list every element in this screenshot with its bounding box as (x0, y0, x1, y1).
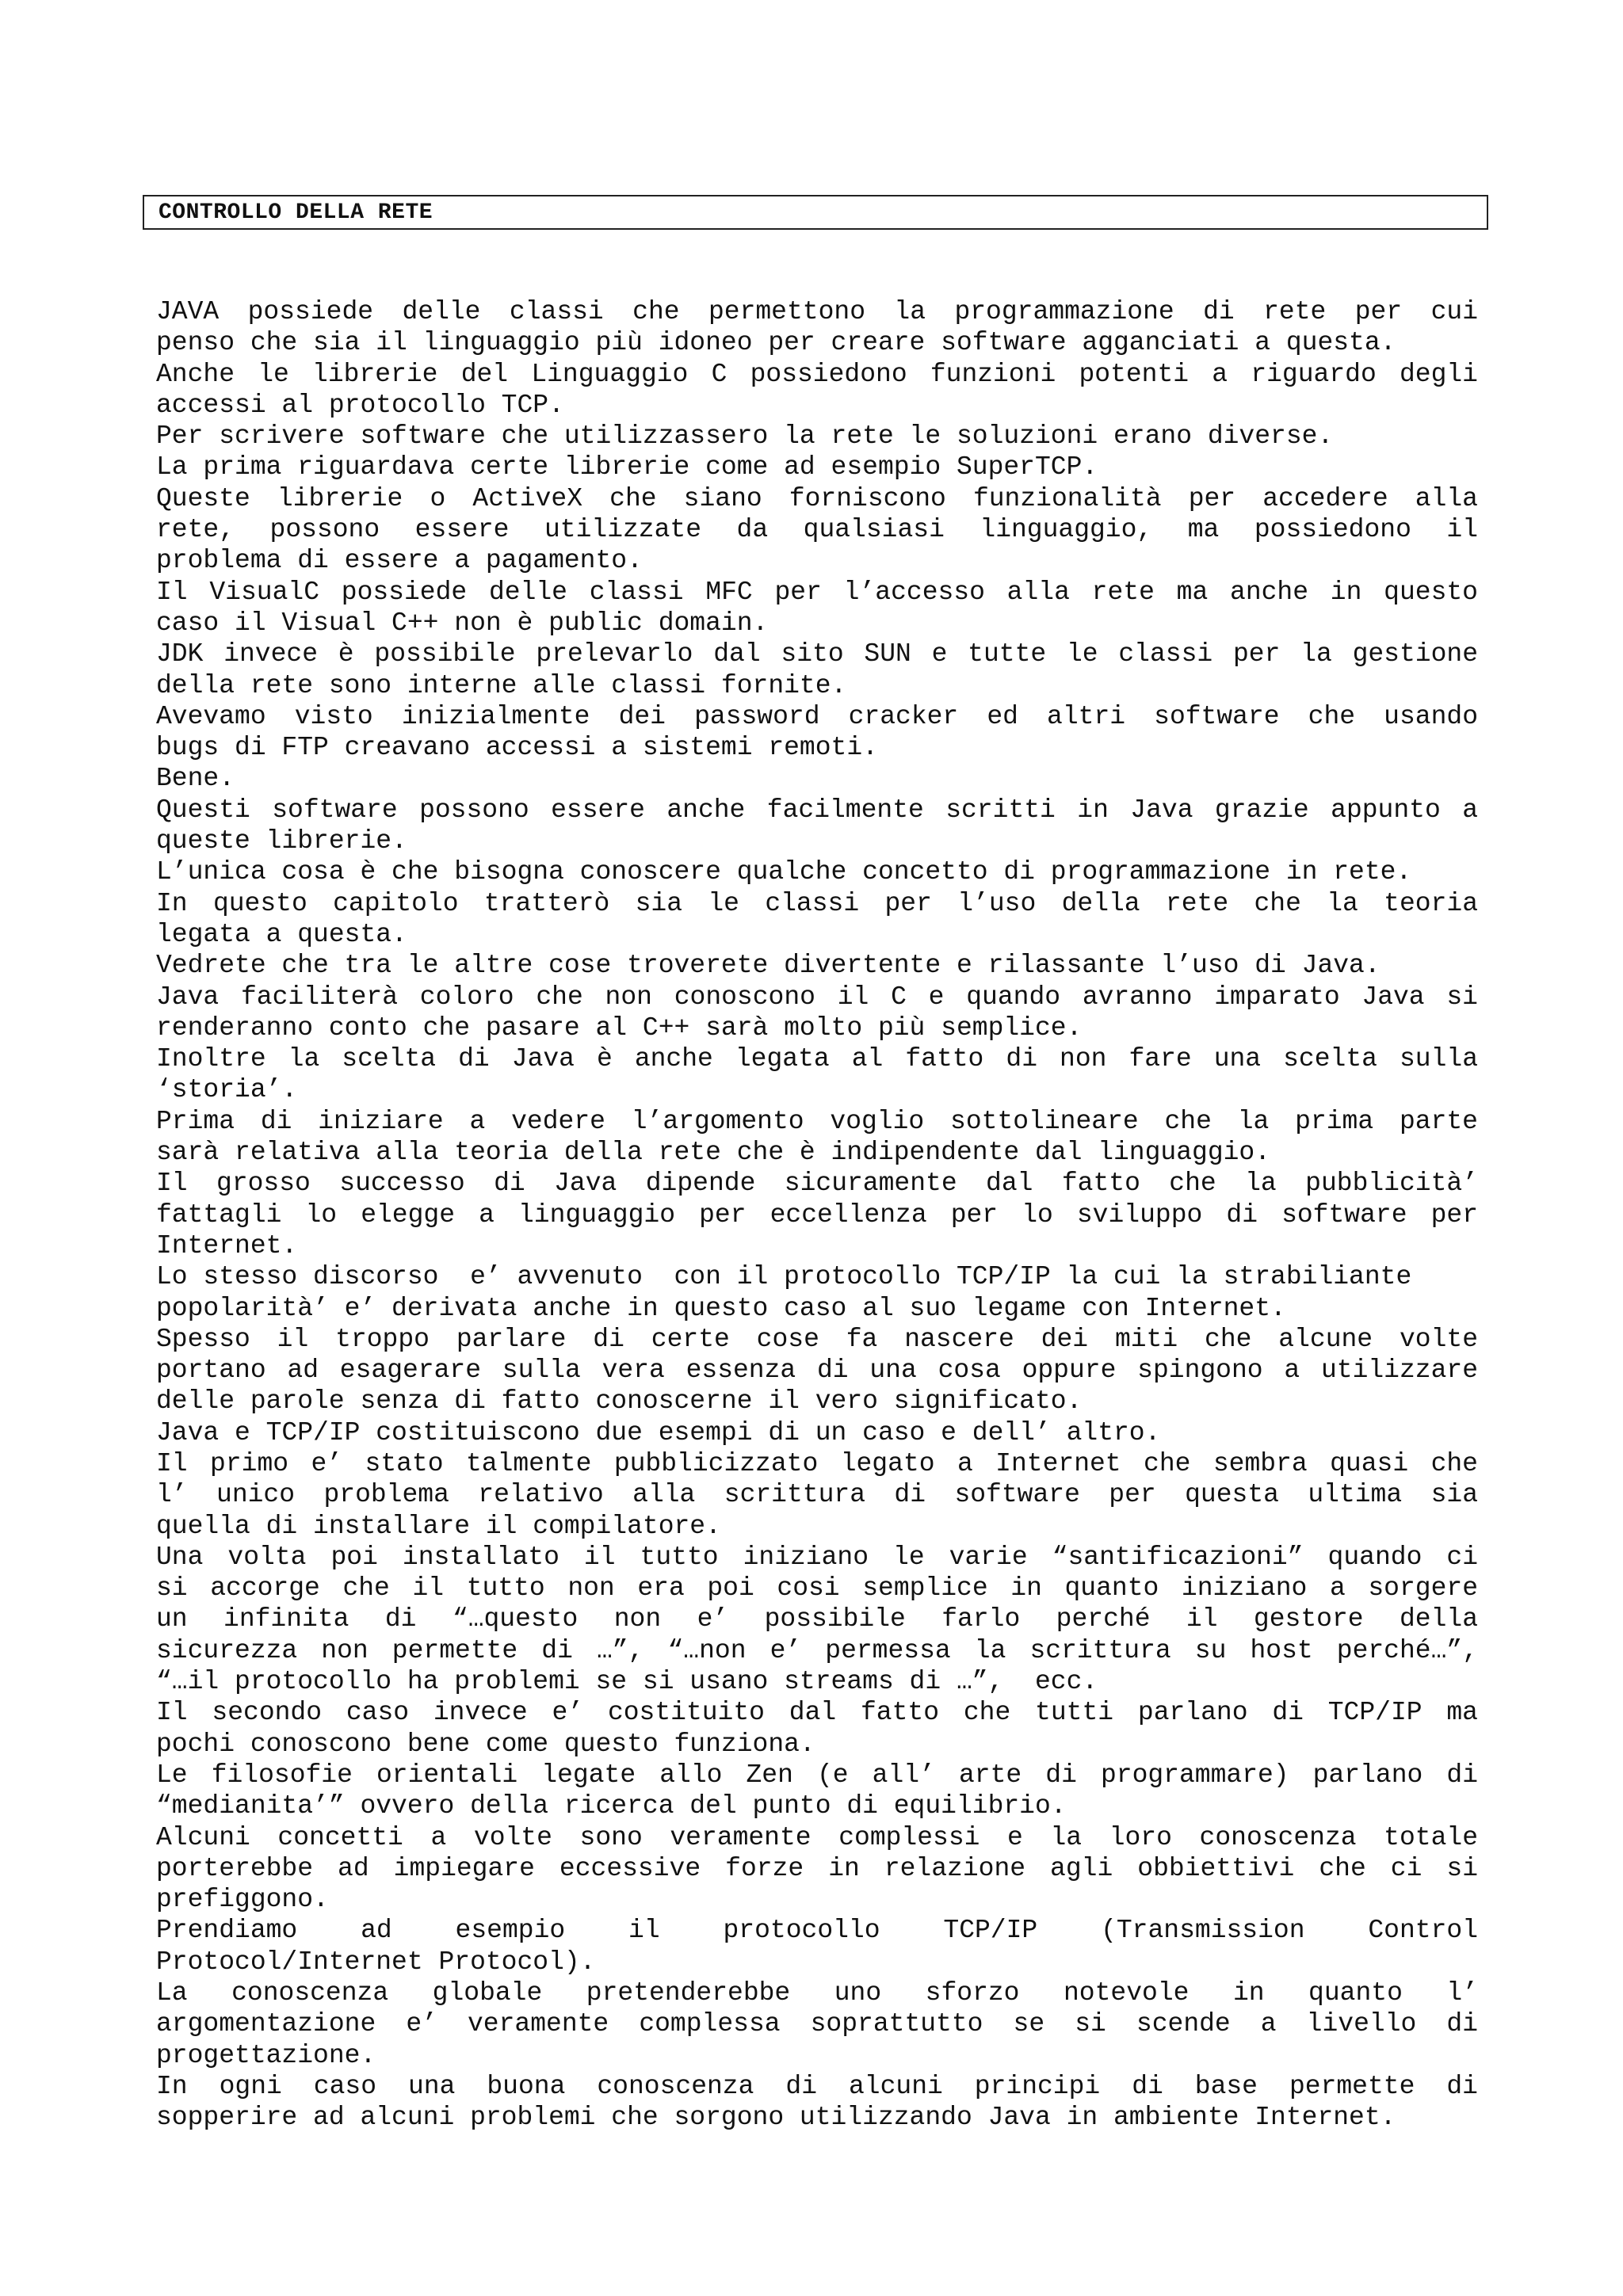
text-line: sicurezza non permette di …”, “…non e’ permessa la scrittura su host perché…”, (156, 1635, 1478, 1665)
text-line: Prendiamo ad esempio il protocollo TCP/IP (Transmission Control (156, 1916, 1478, 1946)
text-line: “…il protocollo ha problemi se si usano streams di …”, ecc. (156, 1667, 1098, 1697)
text-line: quella di installare il compilatore. (156, 1511, 721, 1541)
text-line: La prima riguardava certe librerie come ad esempio SuperTCP. (156, 452, 1098, 482)
section-heading-box (143, 195, 1488, 230)
text-line: portano ad esagerare sulla vera essenza di una cosa oppure spingono a utilizzare (156, 1356, 1478, 1386)
text-line: sopperire ad alcuni problemi che sorgono utilizzando Java in ambiente Internet. (156, 2103, 1396, 2133)
text-line: Java faciliterà coloro che non conoscono il C e quando avranno imparato Java si (156, 982, 1478, 1012)
text-line: fattagli lo elegge a linguaggio per eccellenza per lo sviluppo di software per (156, 1199, 1478, 1230)
text-line: Lo stesso discorso e’ avvenuto con il protocollo TCP/IP la cui la strabiliante (156, 1262, 1412, 1292)
text-line: renderanno conto che pasare al C++ sarà molto più semplice. (156, 1013, 1083, 1043)
text-line: porterebbe ad impiegare eccessive forze in relazione agli obbiettivi che ci si (156, 1853, 1478, 1883)
text-line: rete, possono essere utilizzate da qualsiasi linguaggio, ma possiedono il (156, 515, 1478, 545)
text-line: Il grosso successo di Java dipende sicuramente dal fatto che la pubblicità’ (156, 1169, 1478, 1199)
text-line: penso che sia il linguaggio più idoneo per creare software agganciati a questa. (156, 328, 1396, 358)
text-line: Avevamo visto inizialmente dei password cracker ed altri software che usando (156, 701, 1478, 731)
text-line: si accorge che il tutto non era poi cosi semplice in quanto iniziano a sorgere (156, 1573, 1478, 1604)
text-line: Il secondo caso invece e’ costituito dal fatto che tutti parlano di TCP/IP ma (156, 1698, 1478, 1728)
text-line: Alcuni concetti a volte sono veramente complessi e la loro conoscenza totale (156, 1822, 1478, 1852)
text-line: Questi software possono essere anche facilmente scritti in Java grazie appunto a (156, 795, 1478, 825)
body-text (156, 296, 1478, 2134)
text-line: prefiggono. (156, 1885, 329, 1915)
text-line: JAVA possiede delle classi che permettono la programmazione di rete per cui (156, 297, 1478, 326)
text-line: delle parole senza di fatto conoscerne il vero significato. (156, 1386, 1083, 1417)
text-line: l’ unico problema relativo alla scrittura di software per questa ultima sia (156, 1480, 1478, 1510)
text-line: ‘storia’. (156, 1075, 298, 1105)
text-line: Internet. (156, 1230, 298, 1261)
text-line: Prima di iniziare a vedere l’argomento voglio sottolineare che la prima parte (156, 1106, 1478, 1136)
text-line: Le filosofie orientali legate allo Zen (e all’ arte di programmare) parlano di (156, 1760, 1478, 1790)
text-line: popolarità’ e’ derivata anche in questo caso al suo legame con Internet. (156, 1293, 1286, 1323)
text-line: progettazione. (156, 2040, 376, 2070)
section-heading: CONTROLLO DELLA RETE (158, 200, 433, 225)
text-line: accessi al protocollo TCP. (156, 390, 564, 420)
text-line: pochi conoscono bene come questo funziona. (156, 1729, 815, 1759)
text-line: argomentazione e’ veramente complessa soprattutto se si scende a livello di (156, 2009, 1478, 2039)
text-line: L’unica cosa è che bisogna conoscere qualche concetto di programmazione in rete. (156, 857, 1412, 887)
text-line: Una volta poi installato il tutto iniziano le varie “santificazioni” quando ci (156, 1542, 1478, 1572)
text-line: della rete sono interne alle classi fornite. (156, 670, 847, 700)
text-line: Il VisualC possiede delle classi MFC per l’accesso alla rete ma anche in questo (156, 577, 1478, 607)
text-line: Il primo e’ stato talmente pubblicizzato legato a Internet che sembra quasi che (156, 1448, 1478, 1478)
text-line: queste librerie. (156, 826, 407, 856)
text-line: Anche le librerie del Linguaggio C possiedono funzioni potenti a riguardo degli (156, 359, 1478, 389)
text-line: Per scrivere software che utilizzassero la rete le soluzioni erano diverse. (156, 421, 1334, 452)
text-line: Java e TCP/IP costituiscono due esempi di un caso e dell’ altro. (156, 1417, 1161, 1447)
text-line: Vedrete che tra le altre cose troverete divertente e rilassante l’uso di Java. (156, 951, 1381, 981)
text-line: Protocol/Internet Protocol). (156, 1947, 596, 1977)
text-line: caso il Visual C++ non è public domain. (156, 608, 769, 638)
text-line: La conoscenza globale pretenderebbe uno sforzo notevole in quanto l’ (156, 1978, 1478, 2008)
text-line: Bene. (156, 764, 235, 794)
text-line: In questo capitolo tratterò sia le classi per l’uso della rete che la teoria (156, 888, 1478, 918)
text-line: In ogni caso una buona conoscenza di alcuni principi di base permette di (156, 2071, 1478, 2101)
text-line: problema di essere a pagamento. (156, 546, 643, 576)
text-line: “medianita’” ovvero della ricerca del punto di equilibrio. (156, 1791, 1067, 1821)
text-line: Inoltre la scelta di Java è anche legata al fatto di non fare una scelta sulla (156, 1044, 1478, 1074)
text-line: Spesso il troppo parlare di certe cose fa nascere dei miti che alcune volte (156, 1324, 1478, 1354)
text-line: un infinita di “…questo non e’ possibile farlo perché il gestore della (156, 1604, 1478, 1634)
text-line: sarà relativa alla teoria della rete che è indipendente dal linguaggio. (156, 1138, 1271, 1168)
text-line: legata a questa. (156, 919, 407, 949)
text-line: JDK invece è possibile prelevarlo dal sito SUN e tutte le classi per la gestione (156, 639, 1478, 669)
text-line: Queste librerie o ActiveX che siano forniscono funzionalità per accedere alla (156, 483, 1478, 513)
text-line: bugs di FTP creavano accessi a sistemi remoti. (156, 733, 878, 763)
